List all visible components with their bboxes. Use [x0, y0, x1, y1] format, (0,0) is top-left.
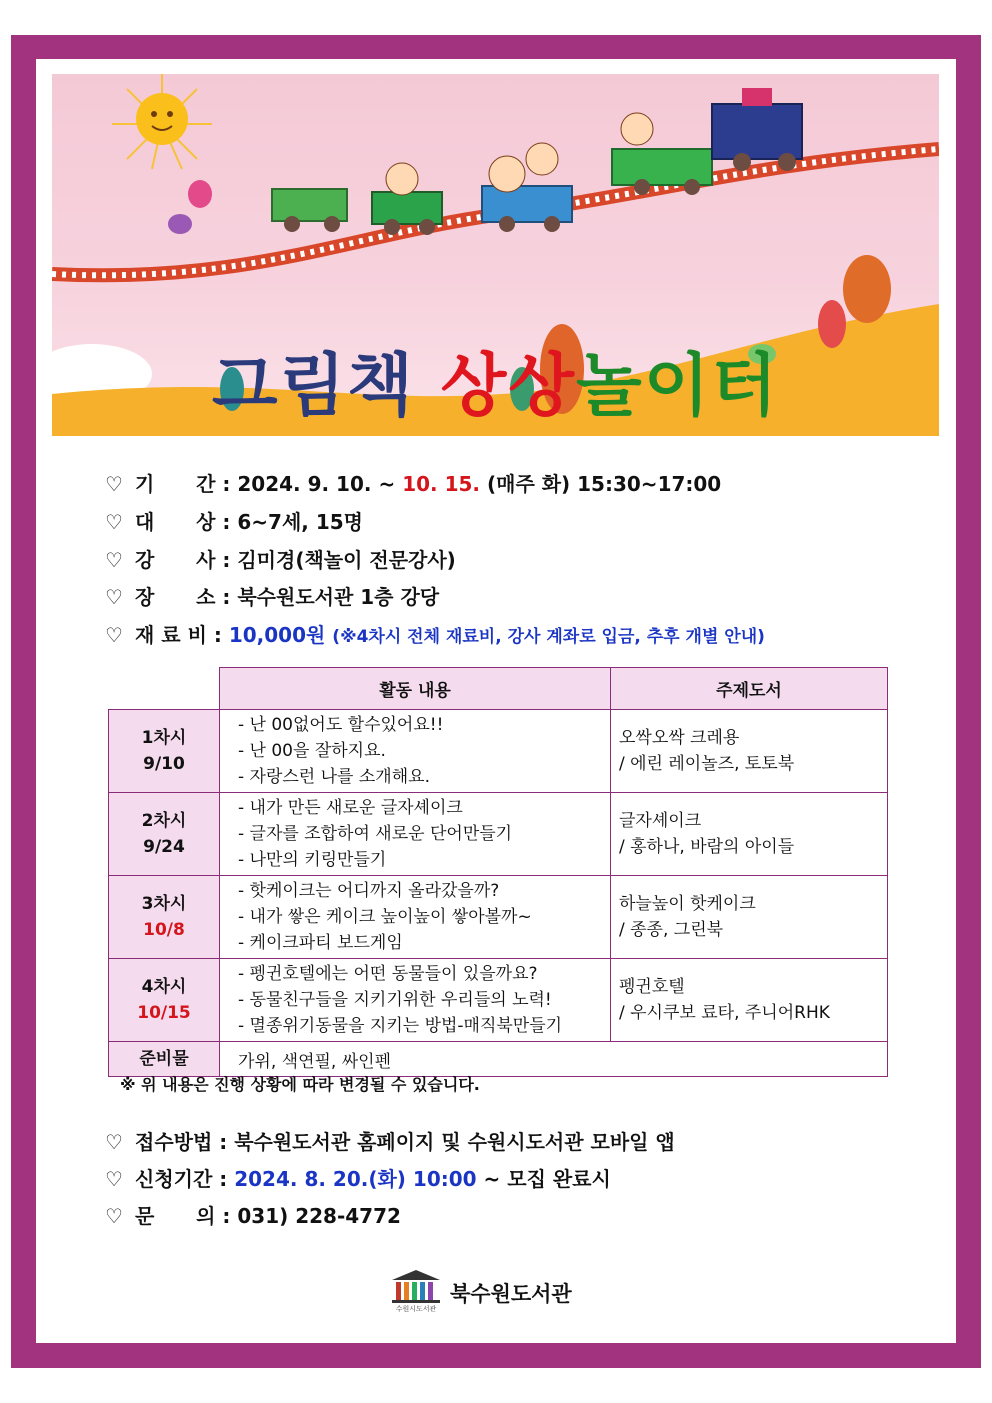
- activity-item: - 난 00없어도 할수있어요!!: [238, 715, 444, 735]
- table-header-row: [109, 668, 888, 710]
- session-name: 1차시: [141, 728, 187, 748]
- book-cell: [611, 710, 888, 793]
- instructor-value: 김미경(책놀이 전문강사): [237, 548, 456, 572]
- table-row: [109, 793, 888, 876]
- logo-name: 북수원도서관: [450, 1282, 572, 1306]
- place-value: 북수원도서관 1층 강당: [237, 585, 440, 609]
- book-cell: [611, 876, 888, 959]
- info-material: ♡ 재 료 비 : 10,000원 (※4차시 전체 재료비, 강사 계좌로 입금, 추후 개별 안내): [105, 619, 765, 648]
- activity-item: - 난 00을 잘하지요.: [238, 741, 386, 761]
- activity-item: - 케이크파티 보드게임: [238, 933, 403, 953]
- info-place: ♡ 장 소 : 북수원도서관 1층 강당: [105, 581, 439, 610]
- session-name: 4차시: [141, 977, 187, 997]
- heart-icon: ♡: [105, 548, 123, 572]
- title-part-3: 놀이터: [576, 347, 780, 426]
- table-corner: [109, 668, 220, 710]
- book-title: 글자셰이크: [619, 811, 702, 831]
- info-instructor: ♡ 강 사 : 김미경(책놀이 전문강사): [105, 544, 456, 573]
- contact: ♡ 문 의 : 031) 228-4772: [105, 1204, 401, 1228]
- sun-icon: [112, 74, 212, 169]
- info-target: ♡ 대 상 : 6~7세, 15명: [105, 506, 363, 535]
- table-row: [109, 710, 888, 793]
- session-date: 10/15: [137, 1003, 191, 1023]
- session-date: 9/10: [143, 754, 185, 774]
- contact-value: 031) 228-4772: [237, 1204, 401, 1228]
- material-note: (※4차시 전체 재료비, 강사 계좌로 입금, 추후 개별 안내): [332, 627, 765, 647]
- period-end-date: 10. 15.: [402, 472, 481, 496]
- apply-period-start: 2024. 8. 20.(화) 10:00: [234, 1167, 477, 1191]
- apply-period-end: ~ 모집 완료시: [476, 1167, 611, 1191]
- book-author: / 종종, 그린북: [619, 920, 724, 940]
- program-table: [108, 667, 888, 1077]
- activity-item: - 내가 만든 새로운 글자셰이크: [238, 798, 463, 818]
- book-author: / 홍하나, 바람의 아이들: [619, 837, 795, 857]
- book-title: 오싹오싹 크레용: [619, 728, 740, 748]
- banner-illustration: [52, 74, 939, 436]
- session-date: 9/24: [143, 837, 185, 857]
- contact-label: 문 의: [135, 1204, 216, 1228]
- book-title: 펭귄호텔: [619, 977, 685, 997]
- book-cell: [611, 959, 888, 1042]
- session-name: 2차시: [141, 811, 187, 831]
- session-cell: [109, 959, 220, 1042]
- heart-icon: ♡: [105, 472, 123, 496]
- title-part-2: 상상: [440, 347, 577, 426]
- session-cell: [109, 876, 220, 959]
- activity-item: - 펭귄호텔에는 어떤 동물들이 있을까요?: [238, 964, 538, 984]
- info-period: ♡ 기 간 : 2024. 9. 10. ~ 10. 15. (매주 화) 15:30~17:00: [105, 468, 721, 497]
- activity-item: - 동물친구들을 지키기위한 우리들의 노력!: [238, 990, 552, 1010]
- session-cell: [109, 710, 220, 793]
- activity-item: - 자랑스런 나를 소개해요.: [238, 767, 430, 787]
- activity-cell: [220, 710, 611, 793]
- change-notice: ※ 위 내용은 진행 상황에 따라 변경될 수 있습니다.: [120, 1075, 480, 1094]
- table-row: [109, 876, 888, 959]
- activity-cell: [220, 793, 611, 876]
- activity-item: - 멸종위기동물을 지키는 방법-매직북만들기: [238, 1016, 563, 1036]
- heart-icon: ♡: [105, 1130, 123, 1154]
- prep-value: 가위, 색연필, 싸인펜: [220, 1042, 888, 1077]
- header-activity: 활동 내용: [220, 668, 611, 710]
- library-building-icon: [388, 1268, 444, 1304]
- heart-icon: ♡: [105, 1167, 123, 1191]
- heart-icon: ♡: [105, 623, 123, 647]
- activity-item: - 나만의 키링만들기: [238, 850, 387, 870]
- book-author: / 우시쿠보 료타, 주니어RHK: [619, 1003, 830, 1023]
- period-schedule: (매주 화) 15:30~17:00: [480, 472, 722, 496]
- poster-title: [52, 332, 939, 429]
- heart-icon: ♡: [105, 1204, 123, 1228]
- prep-label: 준비물: [109, 1042, 220, 1077]
- table-row: [109, 959, 888, 1042]
- apply-period-label: 신청기간: [135, 1167, 213, 1191]
- period-value: 2024. 9. 10. ~: [237, 472, 403, 496]
- period-label: 기 간: [135, 472, 216, 496]
- apply-method-label: 접수방법: [135, 1130, 213, 1154]
- library-logo: [388, 1268, 598, 1318]
- heart-icon: ♡: [105, 585, 123, 609]
- material-value: 10,000원: [228, 623, 326, 647]
- book-title: 하늘높이 핫케이크: [619, 894, 756, 914]
- instructor-label: 강 사: [135, 548, 216, 572]
- session-date: 10/8: [143, 920, 185, 940]
- place-label: 장 소: [135, 585, 216, 609]
- book-author: / 에린 레이놀즈, 토토북: [619, 754, 795, 774]
- activity-cell: [220, 959, 611, 1042]
- activity-item: - 글자를 조합하여 새로운 단어만들기: [238, 824, 513, 844]
- title-part-1: 그림책: [211, 347, 415, 426]
- apply-period: ♡ 신청기간 : 2024. 8. 20.(화) 10:00 ~ 모집 완료시: [105, 1167, 611, 1191]
- activity-item: - 핫케이크는 어디까지 올라갔을까?: [238, 881, 500, 901]
- apply-method: ♡ 접수방법 : 북수원도서관 홈페이지 및 수원시도서관 모바일 앱: [105, 1130, 675, 1154]
- header-book: 주제도서: [611, 668, 888, 710]
- heart-icon: ♡: [105, 510, 123, 534]
- target-label: 대 상: [135, 510, 216, 534]
- activity-item: - 내가 쌓은 케이크 높이높이 쌓아볼까~: [238, 907, 532, 927]
- material-label: 재 료 비: [135, 623, 207, 647]
- apply-method-value: 북수원도서관 홈페이지 및 수원시도서관 모바일 앱: [234, 1130, 675, 1154]
- book-cell: [611, 793, 888, 876]
- logo-subtitle: 수원시도서관: [395, 1305, 437, 1313]
- activity-cell: [220, 876, 611, 959]
- session-cell: [109, 793, 220, 876]
- target-value: 6~7세, 15명: [237, 510, 363, 534]
- session-name: 3차시: [141, 894, 187, 914]
